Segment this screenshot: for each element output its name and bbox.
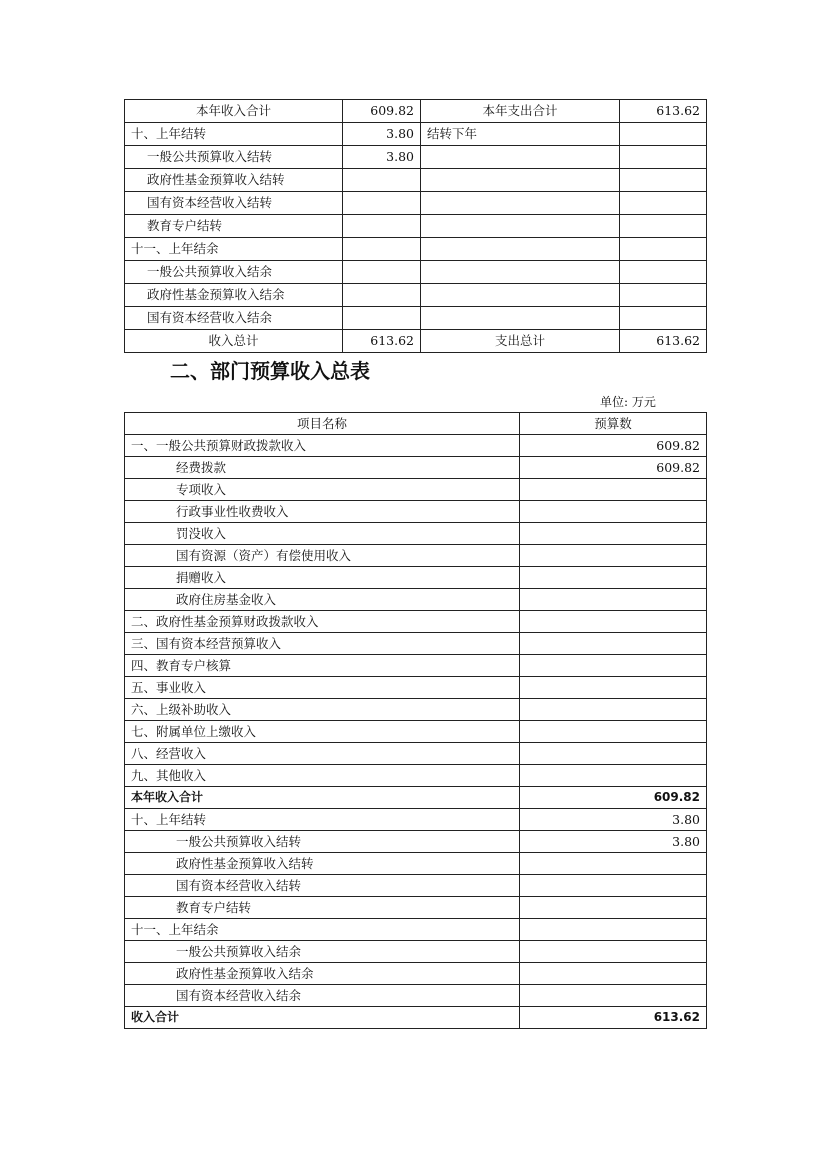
cell-value xyxy=(520,655,707,677)
cell-label xyxy=(421,261,620,284)
cell-label: 政府住房基金收入 xyxy=(125,589,520,611)
table-row xyxy=(125,523,707,545)
summary-table xyxy=(124,99,707,353)
cell-value xyxy=(520,941,707,963)
cell-value xyxy=(520,523,707,545)
cell-label: 经费拨款 xyxy=(125,457,520,479)
cell-label: 结转下年 xyxy=(421,123,620,146)
cell-label: 一般公共预算收入结余 xyxy=(125,261,343,284)
table-row xyxy=(125,215,707,238)
header-name: 项目名称 xyxy=(125,413,520,435)
table-row xyxy=(125,284,707,307)
cell-value: 3.80 xyxy=(520,809,707,831)
table-row xyxy=(125,479,707,501)
cell-label: 本年支出合计 xyxy=(421,100,620,123)
cell-value xyxy=(520,721,707,743)
cell-label: 一般公共预算收入结转 xyxy=(125,831,520,853)
cell-label: 一般公共预算收入结余 xyxy=(125,941,520,963)
cell-value xyxy=(343,238,421,261)
cell-label: 九、其他收入 xyxy=(125,765,520,787)
cell-value: 3.80 xyxy=(343,146,421,169)
cell-value xyxy=(520,919,707,941)
cell-label: 本年收入合计 xyxy=(125,100,343,123)
cell-label: 本年收入合计 xyxy=(125,787,520,809)
cell-value: 613.62 xyxy=(620,330,707,353)
table-row xyxy=(125,699,707,721)
cell-value xyxy=(343,307,421,330)
table-row xyxy=(125,146,707,169)
table-row xyxy=(125,330,707,353)
cell-value xyxy=(520,545,707,567)
cell-label: 十一、上年结余 xyxy=(125,919,520,941)
table-row xyxy=(125,307,707,330)
cell-label: 六、上级补助收入 xyxy=(125,699,520,721)
cell-value xyxy=(520,985,707,1007)
cell-value xyxy=(520,611,707,633)
table-row xyxy=(125,435,707,457)
cell-value: 613.62 xyxy=(620,100,707,123)
cell-label: 支出总计 xyxy=(421,330,620,353)
table-row xyxy=(125,743,707,765)
table-row xyxy=(125,501,707,523)
cell-value xyxy=(343,284,421,307)
cell-value xyxy=(520,743,707,765)
table-row xyxy=(125,611,707,633)
table-row xyxy=(125,721,707,743)
cell-value xyxy=(620,284,707,307)
cell-label: 国有资本经营收入结余 xyxy=(125,985,520,1007)
table-row xyxy=(125,963,707,985)
cell-label: 十一、上年结余 xyxy=(125,238,343,261)
cell-label: 五、事业收入 xyxy=(125,677,520,699)
cell-label: 三、国有资本经营预算收入 xyxy=(125,633,520,655)
cell-value xyxy=(520,875,707,897)
table-row xyxy=(125,238,707,261)
income-table xyxy=(124,412,707,1029)
cell-value: 613.62 xyxy=(520,1007,707,1029)
cell-label: 一、一般公共预算财政拨款收入 xyxy=(125,435,520,457)
cell-value xyxy=(520,853,707,875)
cell-value xyxy=(520,963,707,985)
table-row xyxy=(125,809,707,831)
cell-value: 609.82 xyxy=(343,100,421,123)
cell-value xyxy=(620,192,707,215)
cell-value xyxy=(520,699,707,721)
cell-label: 二、政府性基金预算财政拨款收入 xyxy=(125,611,520,633)
cell-value xyxy=(343,192,421,215)
cell-label: 行政事业性收费收入 xyxy=(125,501,520,523)
cell-label xyxy=(421,238,620,261)
cell-value xyxy=(343,261,421,284)
table-row xyxy=(125,677,707,699)
cell-value xyxy=(520,677,707,699)
cell-label: 国有资本经营收入结转 xyxy=(125,875,520,897)
cell-value xyxy=(520,479,707,501)
table-row xyxy=(125,100,707,123)
cell-label: 国有资源（资产）有偿使用收入 xyxy=(125,545,520,567)
table-row xyxy=(125,919,707,941)
cell-value: 613.62 xyxy=(343,330,421,353)
cell-value xyxy=(520,501,707,523)
table-row xyxy=(125,831,707,853)
table-row xyxy=(125,261,707,284)
cell-label: 七、附属单位上缴收入 xyxy=(125,721,520,743)
table-row xyxy=(125,765,707,787)
table-row xyxy=(125,655,707,677)
cell-value xyxy=(620,238,707,261)
table-row xyxy=(125,457,707,479)
cell-value xyxy=(620,261,707,284)
cell-value xyxy=(520,567,707,589)
cell-value: 609.82 xyxy=(520,787,707,809)
cell-label: 政府性基金预算收入结余 xyxy=(125,963,520,985)
cell-label xyxy=(421,146,620,169)
cell-label: 国有资本经营收入结转 xyxy=(125,192,343,215)
cell-value xyxy=(620,146,707,169)
cell-label: 罚没收入 xyxy=(125,523,520,545)
cell-value xyxy=(343,215,421,238)
table-row xyxy=(125,192,707,215)
cell-label: 收入总计 xyxy=(125,330,343,353)
cell-value: 609.82 xyxy=(520,435,707,457)
cell-label: 一般公共预算收入结转 xyxy=(125,146,343,169)
cell-label: 教育专户结转 xyxy=(125,215,343,238)
cell-label xyxy=(421,192,620,215)
cell-value xyxy=(620,123,707,146)
table-row xyxy=(125,985,707,1007)
table-row xyxy=(125,567,707,589)
table-row xyxy=(125,633,707,655)
table-row xyxy=(125,787,707,809)
cell-value xyxy=(520,633,707,655)
cell-value xyxy=(520,589,707,611)
cell-label: 国有资本经营收入结余 xyxy=(125,307,343,330)
cell-value xyxy=(343,169,421,192)
table-row xyxy=(125,875,707,897)
cell-label: 政府性基金预算收入结转 xyxy=(125,169,343,192)
cell-label: 教育专户结转 xyxy=(125,897,520,919)
cell-label: 捐赠收入 xyxy=(125,567,520,589)
cell-label: 收入合计 xyxy=(125,1007,520,1029)
cell-label xyxy=(421,215,620,238)
table-row xyxy=(125,1007,707,1029)
cell-label: 专项收入 xyxy=(125,479,520,501)
cell-label xyxy=(421,169,620,192)
cell-label: 十、上年结转 xyxy=(125,123,343,146)
cell-label: 四、教育专户核算 xyxy=(125,655,520,677)
cell-value xyxy=(620,307,707,330)
unit-label: 单位: 万元 xyxy=(600,395,656,409)
cell-label xyxy=(421,307,620,330)
cell-label xyxy=(421,284,620,307)
table-row xyxy=(125,853,707,875)
table-row xyxy=(125,169,707,192)
cell-label: 十、上年结转 xyxy=(125,809,520,831)
cell-value: 3.80 xyxy=(520,831,707,853)
cell-label: 政府性基金预算收入结转 xyxy=(125,853,520,875)
table-row xyxy=(125,897,707,919)
cell-value: 609.82 xyxy=(520,457,707,479)
cell-value xyxy=(620,215,707,238)
cell-value: 3.80 xyxy=(343,123,421,146)
cell-value xyxy=(620,169,707,192)
table-row xyxy=(125,589,707,611)
cell-value xyxy=(520,765,707,787)
table-row xyxy=(125,545,707,567)
section-title: 二、部门预算收入总表 xyxy=(170,359,370,383)
table-row xyxy=(125,123,707,146)
cell-label: 政府性基金预算收入结余 xyxy=(125,284,343,307)
cell-label: 八、经营收入 xyxy=(125,743,520,765)
table-row xyxy=(125,941,707,963)
cell-value xyxy=(520,897,707,919)
table-header-row xyxy=(125,413,707,435)
header-amount: 预算数 xyxy=(520,413,707,435)
